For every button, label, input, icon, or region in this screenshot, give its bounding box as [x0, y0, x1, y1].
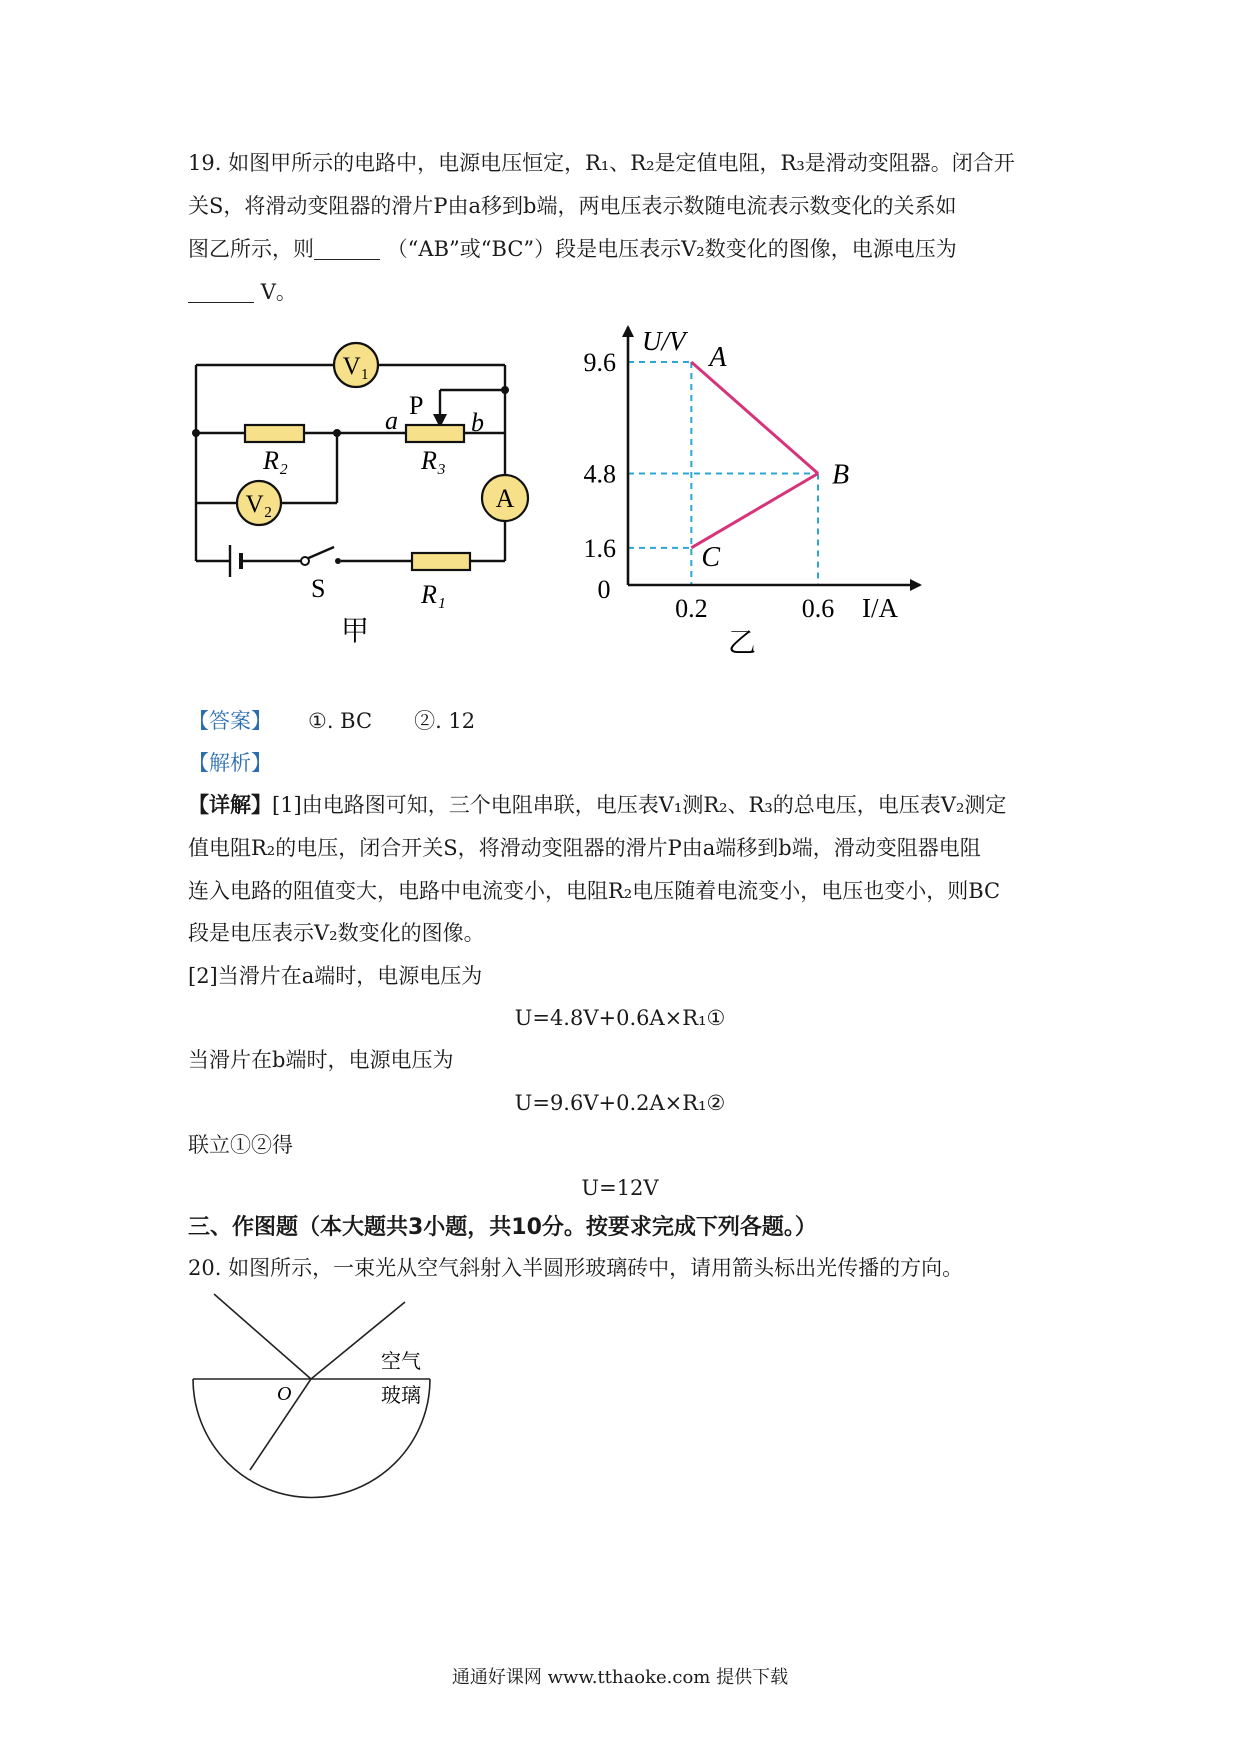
y-axis-label-text: U/V — [642, 326, 686, 356]
circuit-caption: 甲 — [340, 616, 370, 647]
point-label-C: C — [701, 541, 721, 573]
slider-p-label: P — [409, 391, 424, 420]
chart-caption: 乙 — [727, 628, 757, 659]
origin-label: 0 — [597, 575, 611, 604]
page-footer: 通通好课网 www.tthaoke.com 提供下载 — [451, 1667, 789, 1688]
label-o: O — [277, 1383, 292, 1405]
v1-label: V₁ — [342, 353, 370, 380]
x-tick-0.2: 0.2 — [675, 594, 708, 623]
detail-line-7: 联立①②得 — [188, 1133, 293, 1157]
r3-label: R₃ — [421, 446, 446, 475]
switch-s-label: S — [311, 574, 326, 603]
label-glass: 玻璃 — [381, 1385, 421, 1407]
detail-line-4: 段是电压表示V₂数变化的图像。 — [188, 921, 485, 945]
terminal-a-label: a — [385, 406, 398, 435]
detail-line-3: 连入电路的阻值变大，电路中电流变小，电阻R₂电压随着电流变小，电压也变小，则BC — [188, 879, 1001, 903]
x-axis-label: I/A — [862, 593, 898, 623]
answer-tag: 【答案】 — [188, 709, 272, 733]
equation-3: U=12V — [581, 1176, 659, 1200]
terminal-b-label: b — [471, 408, 484, 437]
x-tick-0.6: 0.6 — [801, 594, 835, 623]
detail-line-2: 值电阻R₂的电压，闭合开关S，将滑动变阻器的滑片P由a端移到b端，滑动变阻器电阻 — [188, 836, 981, 860]
detail-tag: 【详解】 — [188, 792, 272, 817]
q19-line-4-post: V。 — [260, 280, 297, 304]
equation-2: U=9.6V+0.2A×R₁② — [514, 1091, 726, 1115]
v2-label: V₂ — [245, 491, 273, 518]
r1-label: R₁ — [421, 580, 446, 609]
q19-line-3-pre: 图乙所示，则 — [188, 237, 314, 261]
label-air: 空气 — [381, 1351, 421, 1373]
equation-1: U=4.8V+0.6A×R₁① — [514, 1006, 726, 1030]
point-label-A: A — [709, 342, 727, 373]
q20-text: 20. 如图所示，一束光从空气斜射入半圆形玻璃砖中，请用箭头标出光传播的方向。 — [188, 1256, 964, 1280]
analysis-tag: 【解析】 — [188, 751, 272, 775]
y-tick-1.6: 1.6 — [583, 533, 616, 563]
detail-text-1: [1]由电路图可知，三个电阻串联，电压表V₁测R₂、R₃的总电压，电压表V₂测定 — [272, 793, 1007, 817]
y-tick-9.6: 9.6 — [583, 348, 616, 377]
point-label-B: B — [832, 459, 850, 491]
y-tick-4.8: 4.8 — [583, 459, 616, 489]
q19-line-3-post: （“AB”或“BC”）段是电压表示V₂数变化的图像，电源电压为 — [386, 237, 957, 261]
ammeter-label: A — [495, 484, 515, 513]
q19-line-1: 19. 如图甲所示的电路中，电源电压恒定，R₁、R₂是定值电阻，R₃是滑动变阻器。闭合开 — [188, 151, 1015, 175]
r2-label: R₂ — [263, 446, 288, 475]
q19-line-2: 关S，将滑动变阻器的滑片P由a移到b端，两电压表示数随电流表示数变化的关系如 — [188, 194, 957, 218]
answer-value: ①. BC ②. 12 — [308, 709, 476, 733]
section-3-heading: 三、作图题（本大题共3小题，共10分。按要求完成下列各题。） — [188, 1215, 817, 1240]
detail-line-5: [2]当滑片在a端时，电源电压为 — [188, 964, 483, 988]
detail-line-6: 当滑片在b端时，电源电压为 — [188, 1048, 454, 1072]
